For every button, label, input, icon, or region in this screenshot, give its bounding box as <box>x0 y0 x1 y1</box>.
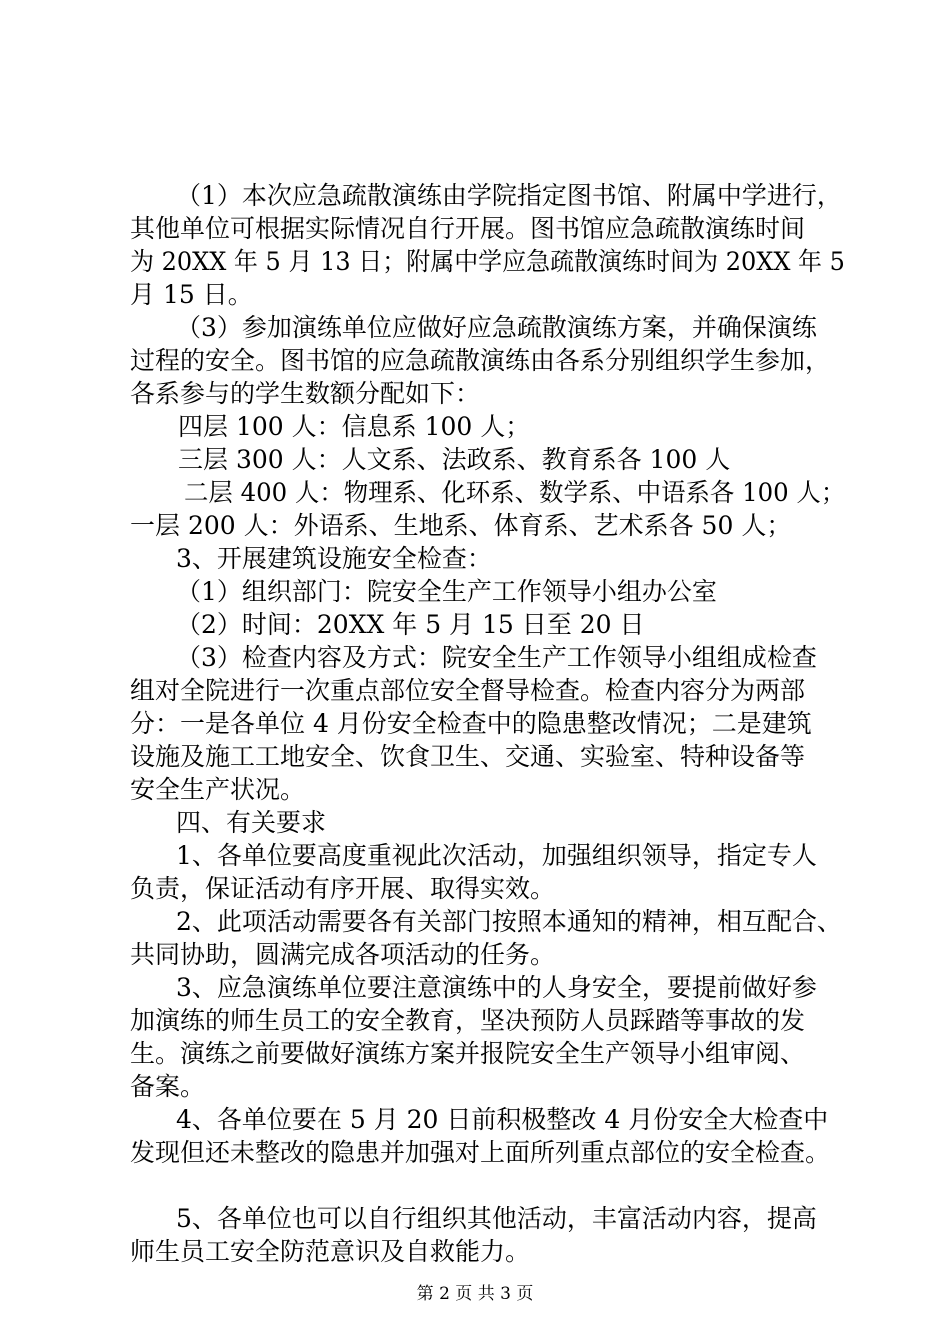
text-line: 各系参与的学生数额分配如下： <box>130 379 481 408</box>
text-line: 过程的安全。图书馆的应急疏散演练由各系分别组织学生参加， <box>130 346 831 375</box>
text-line: 3、开展建筑设施安全检查： <box>176 544 492 573</box>
text-line: （3）检查内容及方式：院安全生产工作领导小组组成检查 <box>176 643 817 672</box>
page-number: 第 2 页 共 3 页 <box>416 1284 534 1304</box>
section-heading: 四、有关要求 <box>176 808 327 837</box>
text-line: （2）时间：20XX 年 5 月 15 日至 20 日 <box>176 610 645 639</box>
text-line: 发现但还未整改的隐患并加强对上面所列重点部位的安全检查。 <box>130 1138 831 1167</box>
text-line: 3、应急演练单位要注意演练中的人身安全，要提前做好参 <box>176 973 817 1002</box>
text-line: 三层 300 人：人文系、法政系、教育系各 100 人 <box>178 445 731 474</box>
text-line: 负责，保证活动有序开展、取得实效。 <box>130 874 556 903</box>
text-line: 5、各单位也可以自行组织其他活动，丰富活动内容，提高 <box>176 1204 817 1233</box>
text-line: 备案。 <box>130 1072 206 1101</box>
text-line: 4、各单位要在 5 月 20 日前积极整改 4 月份安全大检查中 <box>176 1105 829 1134</box>
text-line: （1）组织部门：院安全生产工作领导小组办公室 <box>176 577 717 606</box>
text-line: 师生员工安全防范意识及自救能力。 <box>130 1237 531 1266</box>
text-line: 月 15 日。 <box>130 280 253 309</box>
text-line: 四层 100 人：信息系 100 人； <box>178 412 531 441</box>
text-line: 为 20XX 年 5 月 13 日；附属中学应急疏散演练时间为 20XX 年 5 <box>130 247 845 276</box>
text-line: 组对全院进行一次重点部位安全督导检查。检查内容分为两部 <box>130 676 806 705</box>
text-line: 二层 400 人：物理系、化环系、数学系、中语系各 100 人； <box>184 478 846 507</box>
text-line: 一层 200 人：外语系、生地系、体育系、艺术系各 50 人； <box>130 511 792 540</box>
text-line: 安全生产状况。 <box>130 775 306 804</box>
text-line: （1）本次应急疏散演练由学院指定图书馆、附属中学进行， <box>176 181 842 210</box>
text-line: 分：一是各单位 4 月份安全检查中的隐患整改情况；二是建筑 <box>130 709 812 738</box>
text-line: （3）参加演练单位应做好应急疏散演练方案，并确保演练 <box>176 313 817 342</box>
text-line: 1、各单位要高度重视此次活动，加强组织领导，指定专人 <box>176 841 817 870</box>
text-line: 加演练的师生员工的安全教育，坚决预防人员踩踏等事故的发 <box>130 1006 806 1035</box>
text-line: 2、此项活动需要各有关部门按照本通知的精神，相互配合、 <box>176 907 842 936</box>
text-line: 其他单位可根据实际情况自行开展。图书馆应急疏散演练时间 <box>130 214 806 243</box>
text-line: 设施及施工工地安全、饮食卫生、交通、实验室、特种设备等 <box>130 742 806 771</box>
text-line: 共同协助，圆满完成各项活动的任务。 <box>130 940 556 969</box>
text-line: 生。演练之前要做好演练方案并报院安全生产领导小组审阅、 <box>130 1039 806 1068</box>
